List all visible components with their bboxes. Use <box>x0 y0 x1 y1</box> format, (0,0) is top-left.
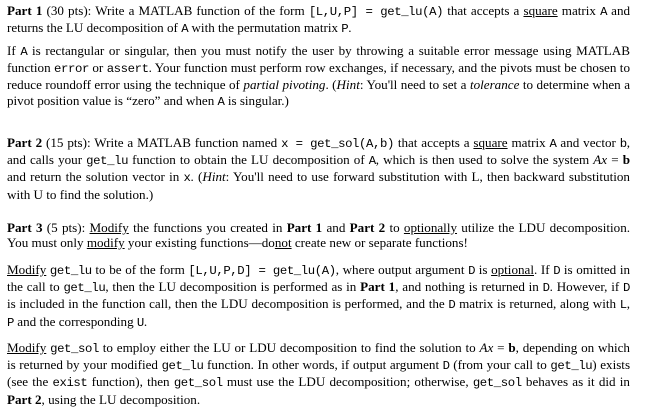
underlined-word: not <box>274 235 292 251</box>
text: , then the LU decomposition is performed as in <box>105 279 357 295</box>
code-snippet: L <box>619 298 627 313</box>
code-snippet: [L,U,P,D] = get_lu(A) <box>188 264 336 278</box>
text: . <box>348 20 352 36</box>
code-snippet: A <box>549 137 557 151</box>
part3-get-sol-paragraph <box>7 340 630 407</box>
text: , and calls your <box>7 135 631 168</box>
text: matrix <box>561 3 596 18</box>
text: and the corresponding <box>17 313 134 329</box>
code-snippet: x = get_sol(A,b) <box>281 137 394 151</box>
text: and return the solution vector in <box>7 169 180 185</box>
part1-intro-paragraph <box>7 3 630 37</box>
bold-reference: Part 1 <box>286 220 323 235</box>
text: , where output argument <box>335 262 465 277</box>
text: is included in the function call, then the LDU decomposition is performed, and the <box>7 296 445 312</box>
text: utilize the LDU decomposition. You must only <box>7 220 631 251</box>
part2-paragraph <box>7 135 630 202</box>
text: : You'll need to use forward substitution with L, then backward substitution with U to find the solution.) <box>7 169 630 202</box>
underlined-word: Modify <box>89 220 129 235</box>
underlined-word: square <box>473 135 508 150</box>
code-snippet: exist <box>52 376 88 391</box>
text: and vector <box>560 135 616 150</box>
code-snippet: D <box>468 264 476 278</box>
text: . <box>143 313 148 329</box>
code-snippet: get_sol <box>472 376 522 391</box>
text: and returns the LU decomposition of <box>7 3 631 36</box>
code-snippet: assert <box>106 62 149 77</box>
text: , and nothing is returned in <box>395 279 539 295</box>
part3-points: (5 pts): <box>46 220 86 235</box>
text: . However, if <box>549 279 620 295</box>
text: function), then <box>91 374 170 390</box>
underlined-word: square <box>523 3 558 18</box>
underlined-word: modify <box>86 235 125 251</box>
text: behaves as it did in <box>525 374 630 390</box>
text: is omitted in the call to <box>7 262 631 295</box>
math-expression: Ax <box>593 152 608 168</box>
code-snippet: P <box>7 315 14 330</box>
text: . Your function must perform row exchanges, if necessary, and the pivots must be chosen to reduce roundoff error using the technique of <box>7 60 630 93</box>
italic-term: Hint <box>336 77 360 93</box>
italic-term: Hint <box>202 169 226 185</box>
code-snippet: [L,U,P] = get_lu(A) <box>308 5 444 19</box>
text: create new or separate functions! <box>294 235 468 251</box>
code-snippet: x <box>183 171 191 186</box>
part2-points: (15 pts): <box>46 135 91 150</box>
text: : You'll need to set a <box>359 77 467 93</box>
underlined-word: Modify <box>7 262 47 277</box>
code-snippet: get_sol <box>50 342 99 356</box>
text: that accepts a <box>447 3 520 18</box>
text: . ( <box>190 169 203 185</box>
code-snippet: A <box>600 5 608 19</box>
part1-details-paragraph <box>7 43 630 110</box>
underlined-word: optionally <box>403 220 458 235</box>
bold-reference: Part 2 <box>349 220 386 235</box>
code-snippet: U <box>136 315 144 330</box>
text: ) exists (see the <box>7 357 631 390</box>
italic-term: tolerance <box>469 77 520 93</box>
code-snippet: A <box>217 94 225 109</box>
text: , which is then used to solve the system <box>375 152 590 168</box>
code-snippet: A <box>368 154 376 169</box>
text: If <box>7 43 16 58</box>
part1-label: Part 1 <box>7 3 43 18</box>
code-snippet: D <box>542 281 550 296</box>
code-snippet: get_lu <box>161 359 204 374</box>
code-snippet: A <box>20 45 28 59</box>
text: must use the LDU decomposition; otherwise, <box>226 374 469 390</box>
text: to determine when a pivot position value is “zero” and when <box>7 77 631 108</box>
code-snippet: b <box>619 137 627 151</box>
math-expression: Ax <box>479 340 494 355</box>
text: that accepts a <box>397 135 470 150</box>
code-snippet: get_lu <box>63 281 106 296</box>
text: is <box>478 262 488 277</box>
text: , depending on which is returned by your modified <box>7 340 630 373</box>
text: to employ either the LU or LDU decomposition to find the solution to <box>102 340 476 355</box>
math-operator: = <box>497 340 505 355</box>
text: function to obtain the LU decomposition of <box>132 152 365 168</box>
text: with the permutation matrix <box>191 20 339 36</box>
text: is singular.) <box>227 92 289 108</box>
code-snippet: get_lu <box>550 359 593 374</box>
text: matrix <box>511 135 546 150</box>
text: or <box>92 60 104 76</box>
text: . If <box>534 262 550 277</box>
part3-get-lu-paragraph <box>7 262 630 331</box>
code-snippet: D <box>553 264 561 278</box>
code-snippet: P <box>341 22 349 37</box>
code-snippet: A <box>181 22 189 37</box>
text: and <box>326 220 346 235</box>
math-vector: b <box>622 152 630 168</box>
text: to <box>389 220 400 235</box>
text: Write a MATLAB function named <box>94 135 278 150</box>
part3-label: Part 3 <box>7 220 43 235</box>
bold-reference: Part 1 <box>360 279 396 295</box>
text: to be of the form <box>95 262 185 277</box>
text: . ( <box>325 77 337 93</box>
text: is rectangular or singular, then you must notify the user by throwing a suitable error message using MATLAB function <box>7 43 630 76</box>
code-snippet: get_lu <box>49 264 92 278</box>
text: Write a MATLAB function of the form <box>95 3 305 18</box>
text: , using the LU decomposition. <box>41 391 201 407</box>
text: , <box>626 296 630 312</box>
bold-reference: Part 2 <box>7 391 42 407</box>
code-snippet: get_sol <box>173 376 223 391</box>
text: the functions you created in <box>133 220 283 235</box>
math-operator: = <box>611 152 619 168</box>
underlined-word: optional <box>491 262 534 277</box>
italic-term: partial pivoting <box>243 77 326 93</box>
part3-intro-paragraph <box>7 220 630 250</box>
text: matrix is returned, along with <box>459 296 617 312</box>
code-snippet: D <box>442 359 450 374</box>
underlined-word: Modify <box>7 340 47 355</box>
part2-label: Part 2 <box>7 135 43 150</box>
code-snippet: D <box>448 298 456 313</box>
code-snippet: D <box>623 281 630 296</box>
text: your existing functions—do <box>127 235 275 251</box>
code-snippet: error <box>54 62 89 77</box>
part1-points: (30 pts): <box>46 3 92 18</box>
code-snippet: get_lu <box>86 154 129 169</box>
math-vector: b <box>508 340 516 355</box>
text: (from your call to <box>453 357 547 373</box>
text: function. In other words, if output argument <box>207 357 440 373</box>
